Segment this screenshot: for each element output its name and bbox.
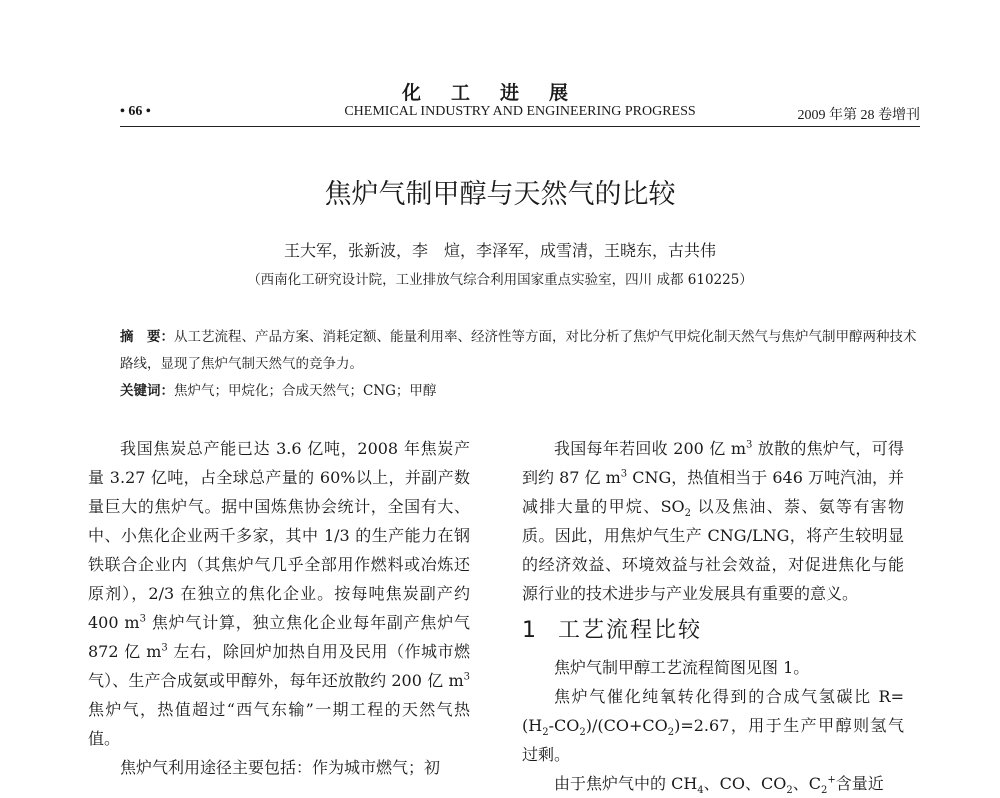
abstract-label: 摘 要： <box>120 329 174 345</box>
journal-title-en: CHEMICAL INDUSTRY AND ENGINEERING PROGRESS <box>344 104 696 119</box>
paragraph: 焦炉气利用途径主要包括：作为城市燃气；初 <box>120 758 441 777</box>
paragraph: 我国焦炭总产能已达 3.6 亿吨，2008 年焦炭产量 3.27 亿吨，占全球总产量的 60%以上，并副产数量巨大的焦炉气。据中国炼焦协会统计，全国有大、中、小焦化企业两千多家，其中 1/3 的生产能力在钢铁联合企业内（其焦炉气几乎全部用作燃料或冶炼还原剂），2/3 在独立的焦化企业。按每吨焦炭副产约 400 $m^3$ 焦炉气计算，独立焦化企业每年副产焦炉气 872 亿 $m^3$ 左右，除回炉加热自用及民用（作城市燃气）、生产合成氨或甲醇外，每年还放散约 200 亿 $m^3$ 焦炉气，热值超过“西气东输”一期工程的天然气热值。 <box>88 439 471 748</box>
header-rule <box>120 126 920 127</box>
abstract <box>120 324 920 378</box>
paragraph: 我国每年若回收 200 亿 $m^3$ 放散的焦炉气，可得到约 87 亿 $m^3$ CNG，热值相当于 646 万吨汽油，并减排大量的甲烷、$SO_2$ 以及焦油、萘、氨等有害物质。因此，用焦炉气生产 CNG/LNG，将产生较明显的经济效益、环境效益与社会效益，对促进焦化与能源行业的技术进步与产业发展具有重要的意义。 <box>522 439 904 603</box>
abstract-block <box>120 324 920 405</box>
page-number: • 66 • <box>120 104 151 119</box>
paragraph: 焦炉气制甲醇工艺流程简图见图 1。 <box>554 658 810 677</box>
keywords-label: 关键词： <box>120 383 174 399</box>
section-number: 1 <box>522 618 538 643</box>
article-title: 焦炉气制甲醇与天然气的比较 <box>324 179 676 210</box>
abstract-text: 从工艺流程、产品方案、消耗定额、能量利用率、经济性等方面，对比分析了焦炉气甲烷化制天然气与焦炉气制甲醇两种技术路线，显现了焦炉气制天然气的竞争力。 <box>120 329 917 372</box>
author-list: 王大军，张新波，李 煊，李泽军，成雪清，王晓东，古共伟 <box>283 241 716 260</box>
paragraph: 由于焦炉气中的 $CH_4$、CO、$CO_2$、$C_2^+$含量近 <box>554 774 884 797</box>
section-heading <box>522 616 904 645</box>
running-header <box>120 104 920 126</box>
journal-title-cn: 化工进展 <box>401 82 598 104</box>
section-title: 工艺流程比较 <box>558 618 703 643</box>
paragraph: 焦炉气催化纯氧转化得到的合成气氢碳比 $R=(H_2-CO_2)/(CO+CO_2)=2.67$，用于生产甲醇则氢气过剩。 <box>522 687 904 764</box>
affiliation: （西南化工研究设计院，工业排放气综合利用国家重点实验室，四川 成都 610225） <box>247 272 753 288</box>
volume-info: 2009 年第 28 卷增刊 <box>797 108 920 123</box>
right-column <box>522 434 904 798</box>
left-column <box>88 434 470 782</box>
keywords <box>120 378 920 405</box>
keywords-text: 焦炉气；甲烷化；合成天然气；CNG；甲醇 <box>174 383 437 399</box>
